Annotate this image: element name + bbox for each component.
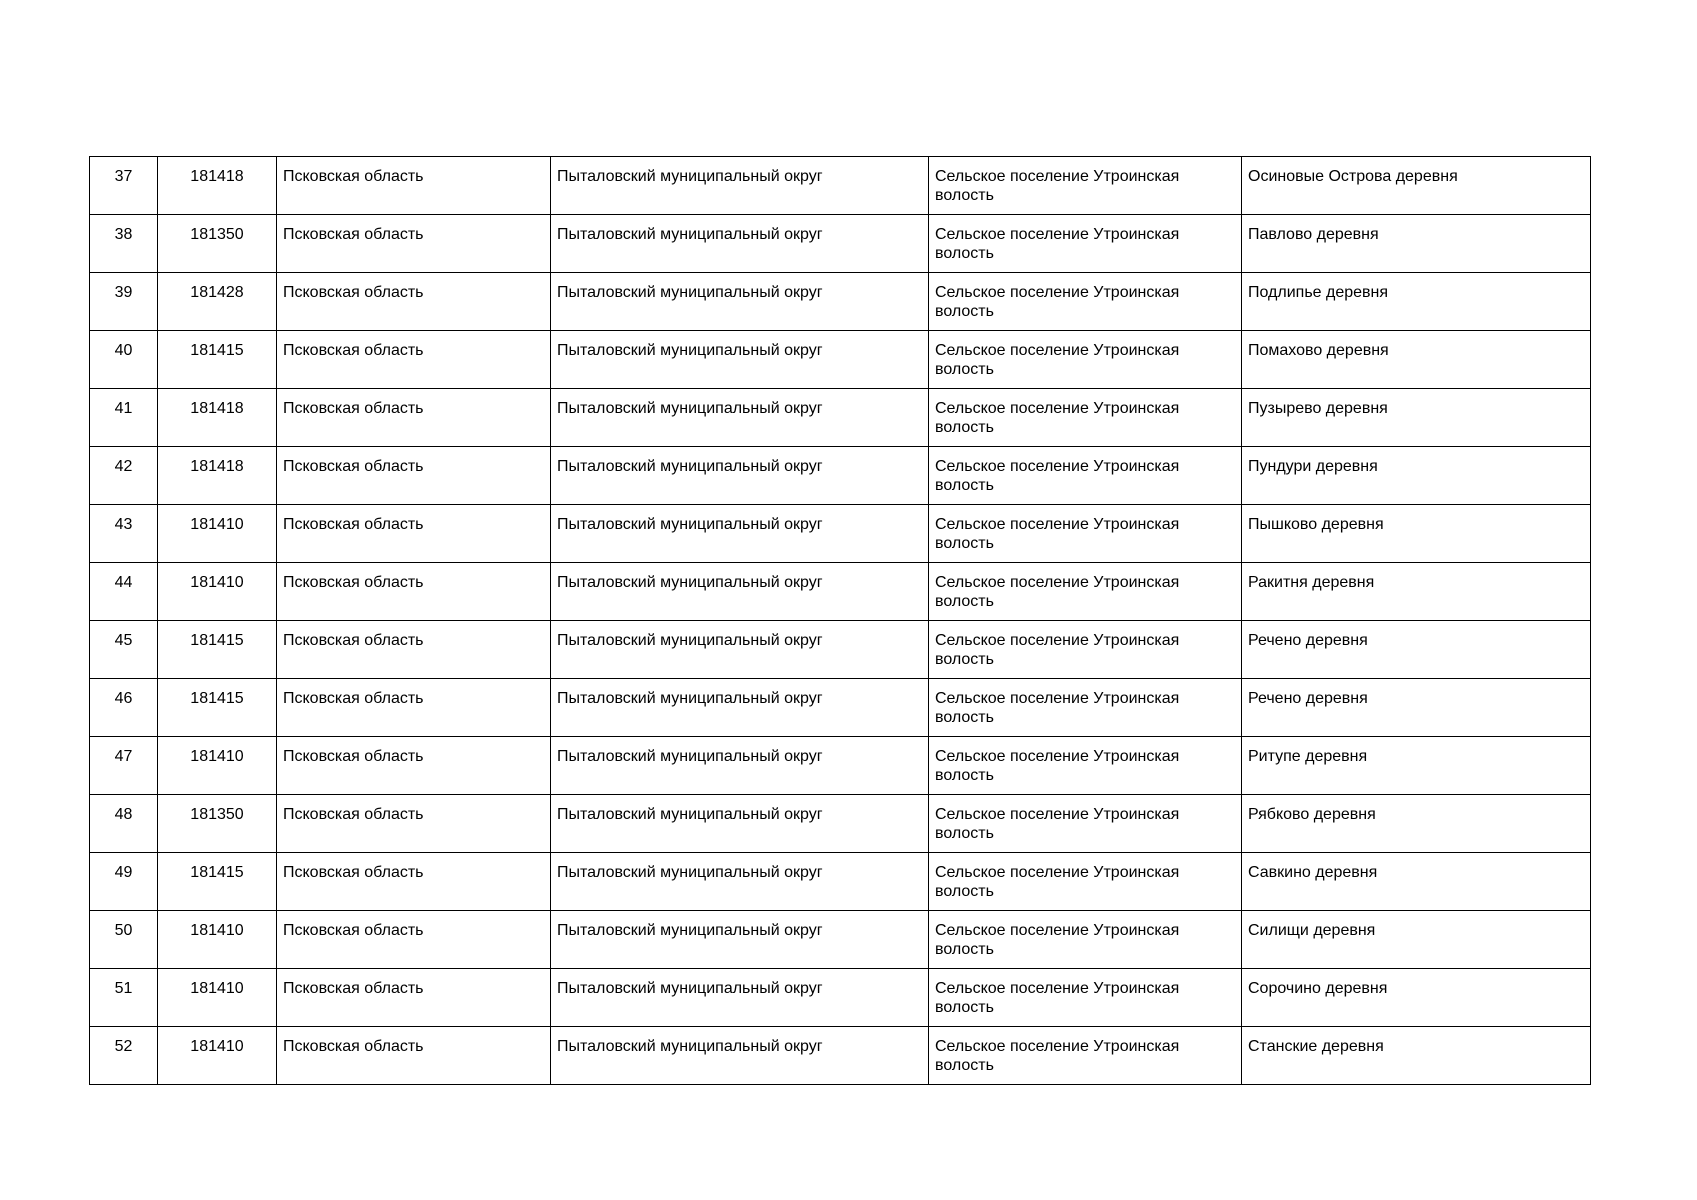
cell-settlement: Сельское поселение Утроинская волость [929, 795, 1242, 853]
cell-locality: Помахово деревня [1242, 331, 1591, 389]
cell-postal-index: 181418 [158, 447, 277, 505]
cell-settlement: Сельское поселение Утроинская волость [929, 215, 1242, 273]
cell-postal-index: 181350 [158, 795, 277, 853]
cell-district: Пыталовский муниципальный округ [551, 679, 929, 737]
table-row [90, 679, 1591, 737]
cell-number: 37 [90, 157, 158, 215]
cell-region: Псковская область [277, 215, 551, 273]
cell-postal-index: 181410 [158, 563, 277, 621]
cell-locality: Павлово деревня [1242, 215, 1591, 273]
cell-region: Псковская область [277, 389, 551, 447]
cell-number: 43 [90, 505, 158, 563]
cell-number: 49 [90, 853, 158, 911]
table-row [90, 447, 1591, 505]
cell-district: Пыталовский муниципальный округ [551, 215, 929, 273]
cell-region: Псковская область [277, 563, 551, 621]
cell-postal-index: 181428 [158, 273, 277, 331]
table-body [90, 157, 1591, 1085]
cell-district: Пыталовский муниципальный округ [551, 273, 929, 331]
cell-settlement: Сельское поселение Утроинская волость [929, 679, 1242, 737]
cell-locality: Сорочино деревня [1242, 969, 1591, 1027]
cell-number: 51 [90, 969, 158, 1027]
table-row [90, 331, 1591, 389]
cell-settlement: Сельское поселение Утроинская волость [929, 157, 1242, 215]
cell-postal-index: 181418 [158, 389, 277, 447]
cell-settlement: Сельское поселение Утроинская волость [929, 447, 1242, 505]
cell-region: Псковская область [277, 1027, 551, 1085]
document-page [89, 156, 1591, 1085]
cell-locality: Ракитня деревня [1242, 563, 1591, 621]
cell-number: 50 [90, 911, 158, 969]
cell-postal-index: 181350 [158, 215, 277, 273]
cell-district: Пыталовский муниципальный округ [551, 563, 929, 621]
table-row [90, 853, 1591, 911]
cell-region: Псковская область [277, 505, 551, 563]
table-row [90, 737, 1591, 795]
cell-locality: Пузырево деревня [1242, 389, 1591, 447]
table-row [90, 1027, 1591, 1085]
cell-region: Псковская область [277, 157, 551, 215]
cell-locality: Рябково деревня [1242, 795, 1591, 853]
cell-postal-index: 181415 [158, 853, 277, 911]
cell-district: Пыталовский муниципальный округ [551, 911, 929, 969]
cell-region: Псковская область [277, 273, 551, 331]
cell-district: Пыталовский муниципальный округ [551, 505, 929, 563]
cell-postal-index: 181410 [158, 505, 277, 563]
cell-district: Пыталовский муниципальный округ [551, 389, 929, 447]
cell-settlement: Сельское поселение Утроинская волость [929, 331, 1242, 389]
cell-settlement: Сельское поселение Утроинская волость [929, 1027, 1242, 1085]
cell-number: 52 [90, 1027, 158, 1085]
cell-number: 41 [90, 389, 158, 447]
cell-settlement: Сельское поселение Утроинская волость [929, 853, 1242, 911]
cell-postal-index: 181415 [158, 331, 277, 389]
cell-number: 48 [90, 795, 158, 853]
table-row [90, 563, 1591, 621]
cell-settlement: Сельское поселение Утроинская волость [929, 969, 1242, 1027]
cell-locality: Ритупе деревня [1242, 737, 1591, 795]
table-row [90, 969, 1591, 1027]
cell-locality: Осиновые Острова деревня [1242, 157, 1591, 215]
table-row [90, 273, 1591, 331]
cell-locality: Силищи деревня [1242, 911, 1591, 969]
cell-district: Пыталовский муниципальный округ [551, 621, 929, 679]
cell-district: Пыталовский муниципальный округ [551, 737, 929, 795]
cell-number: 40 [90, 331, 158, 389]
cell-region: Псковская область [277, 911, 551, 969]
cell-region: Псковская область [277, 853, 551, 911]
cell-region: Псковская область [277, 331, 551, 389]
cell-district: Пыталовский муниципальный округ [551, 1027, 929, 1085]
cell-locality: Савкино деревня [1242, 853, 1591, 911]
cell-district: Пыталовский муниципальный округ [551, 447, 929, 505]
table-row [90, 911, 1591, 969]
cell-settlement: Сельское поселение Утроинская волость [929, 737, 1242, 795]
cell-settlement: Сельское поселение Утроинская волость [929, 563, 1242, 621]
cell-region: Псковская область [277, 679, 551, 737]
cell-number: 46 [90, 679, 158, 737]
cell-district: Пыталовский муниципальный округ [551, 969, 929, 1027]
cell-settlement: Сельское поселение Утроинская волость [929, 273, 1242, 331]
cell-district: Пыталовский муниципальный округ [551, 331, 929, 389]
cell-postal-index: 181415 [158, 621, 277, 679]
cell-region: Псковская область [277, 969, 551, 1027]
cell-number: 44 [90, 563, 158, 621]
table-row [90, 795, 1591, 853]
table-row [90, 157, 1591, 215]
cell-district: Пыталовский муниципальный округ [551, 795, 929, 853]
cell-locality: Пышково деревня [1242, 505, 1591, 563]
cell-number: 47 [90, 737, 158, 795]
cell-district: Пыталовский муниципальный округ [551, 853, 929, 911]
cell-locality: Пундури деревня [1242, 447, 1591, 505]
cell-postal-index: 181410 [158, 737, 277, 795]
table-row [90, 505, 1591, 563]
table-row [90, 621, 1591, 679]
cell-locality: Станские деревня [1242, 1027, 1591, 1085]
cell-settlement: Сельское поселение Утроинская волость [929, 911, 1242, 969]
cell-postal-index: 181410 [158, 969, 277, 1027]
cell-region: Псковская область [277, 621, 551, 679]
cell-postal-index: 181415 [158, 679, 277, 737]
table-row [90, 389, 1591, 447]
cell-locality: Речено деревня [1242, 621, 1591, 679]
cell-settlement: Сельское поселение Утроинская волость [929, 505, 1242, 563]
cell-region: Псковская область [277, 737, 551, 795]
cell-number: 42 [90, 447, 158, 505]
cell-region: Псковская область [277, 795, 551, 853]
cell-number: 38 [90, 215, 158, 273]
cell-settlement: Сельское поселение Утроинская волость [929, 621, 1242, 679]
cell-postal-index: 181410 [158, 911, 277, 969]
localities-table [89, 156, 1591, 1085]
cell-number: 39 [90, 273, 158, 331]
cell-region: Псковская область [277, 447, 551, 505]
cell-postal-index: 181418 [158, 157, 277, 215]
cell-locality: Подлипье деревня [1242, 273, 1591, 331]
cell-postal-index: 181410 [158, 1027, 277, 1085]
cell-district: Пыталовский муниципальный округ [551, 157, 929, 215]
table-row [90, 215, 1591, 273]
cell-settlement: Сельское поселение Утроинская волость [929, 389, 1242, 447]
cell-number: 45 [90, 621, 158, 679]
cell-locality: Речено деревня [1242, 679, 1591, 737]
